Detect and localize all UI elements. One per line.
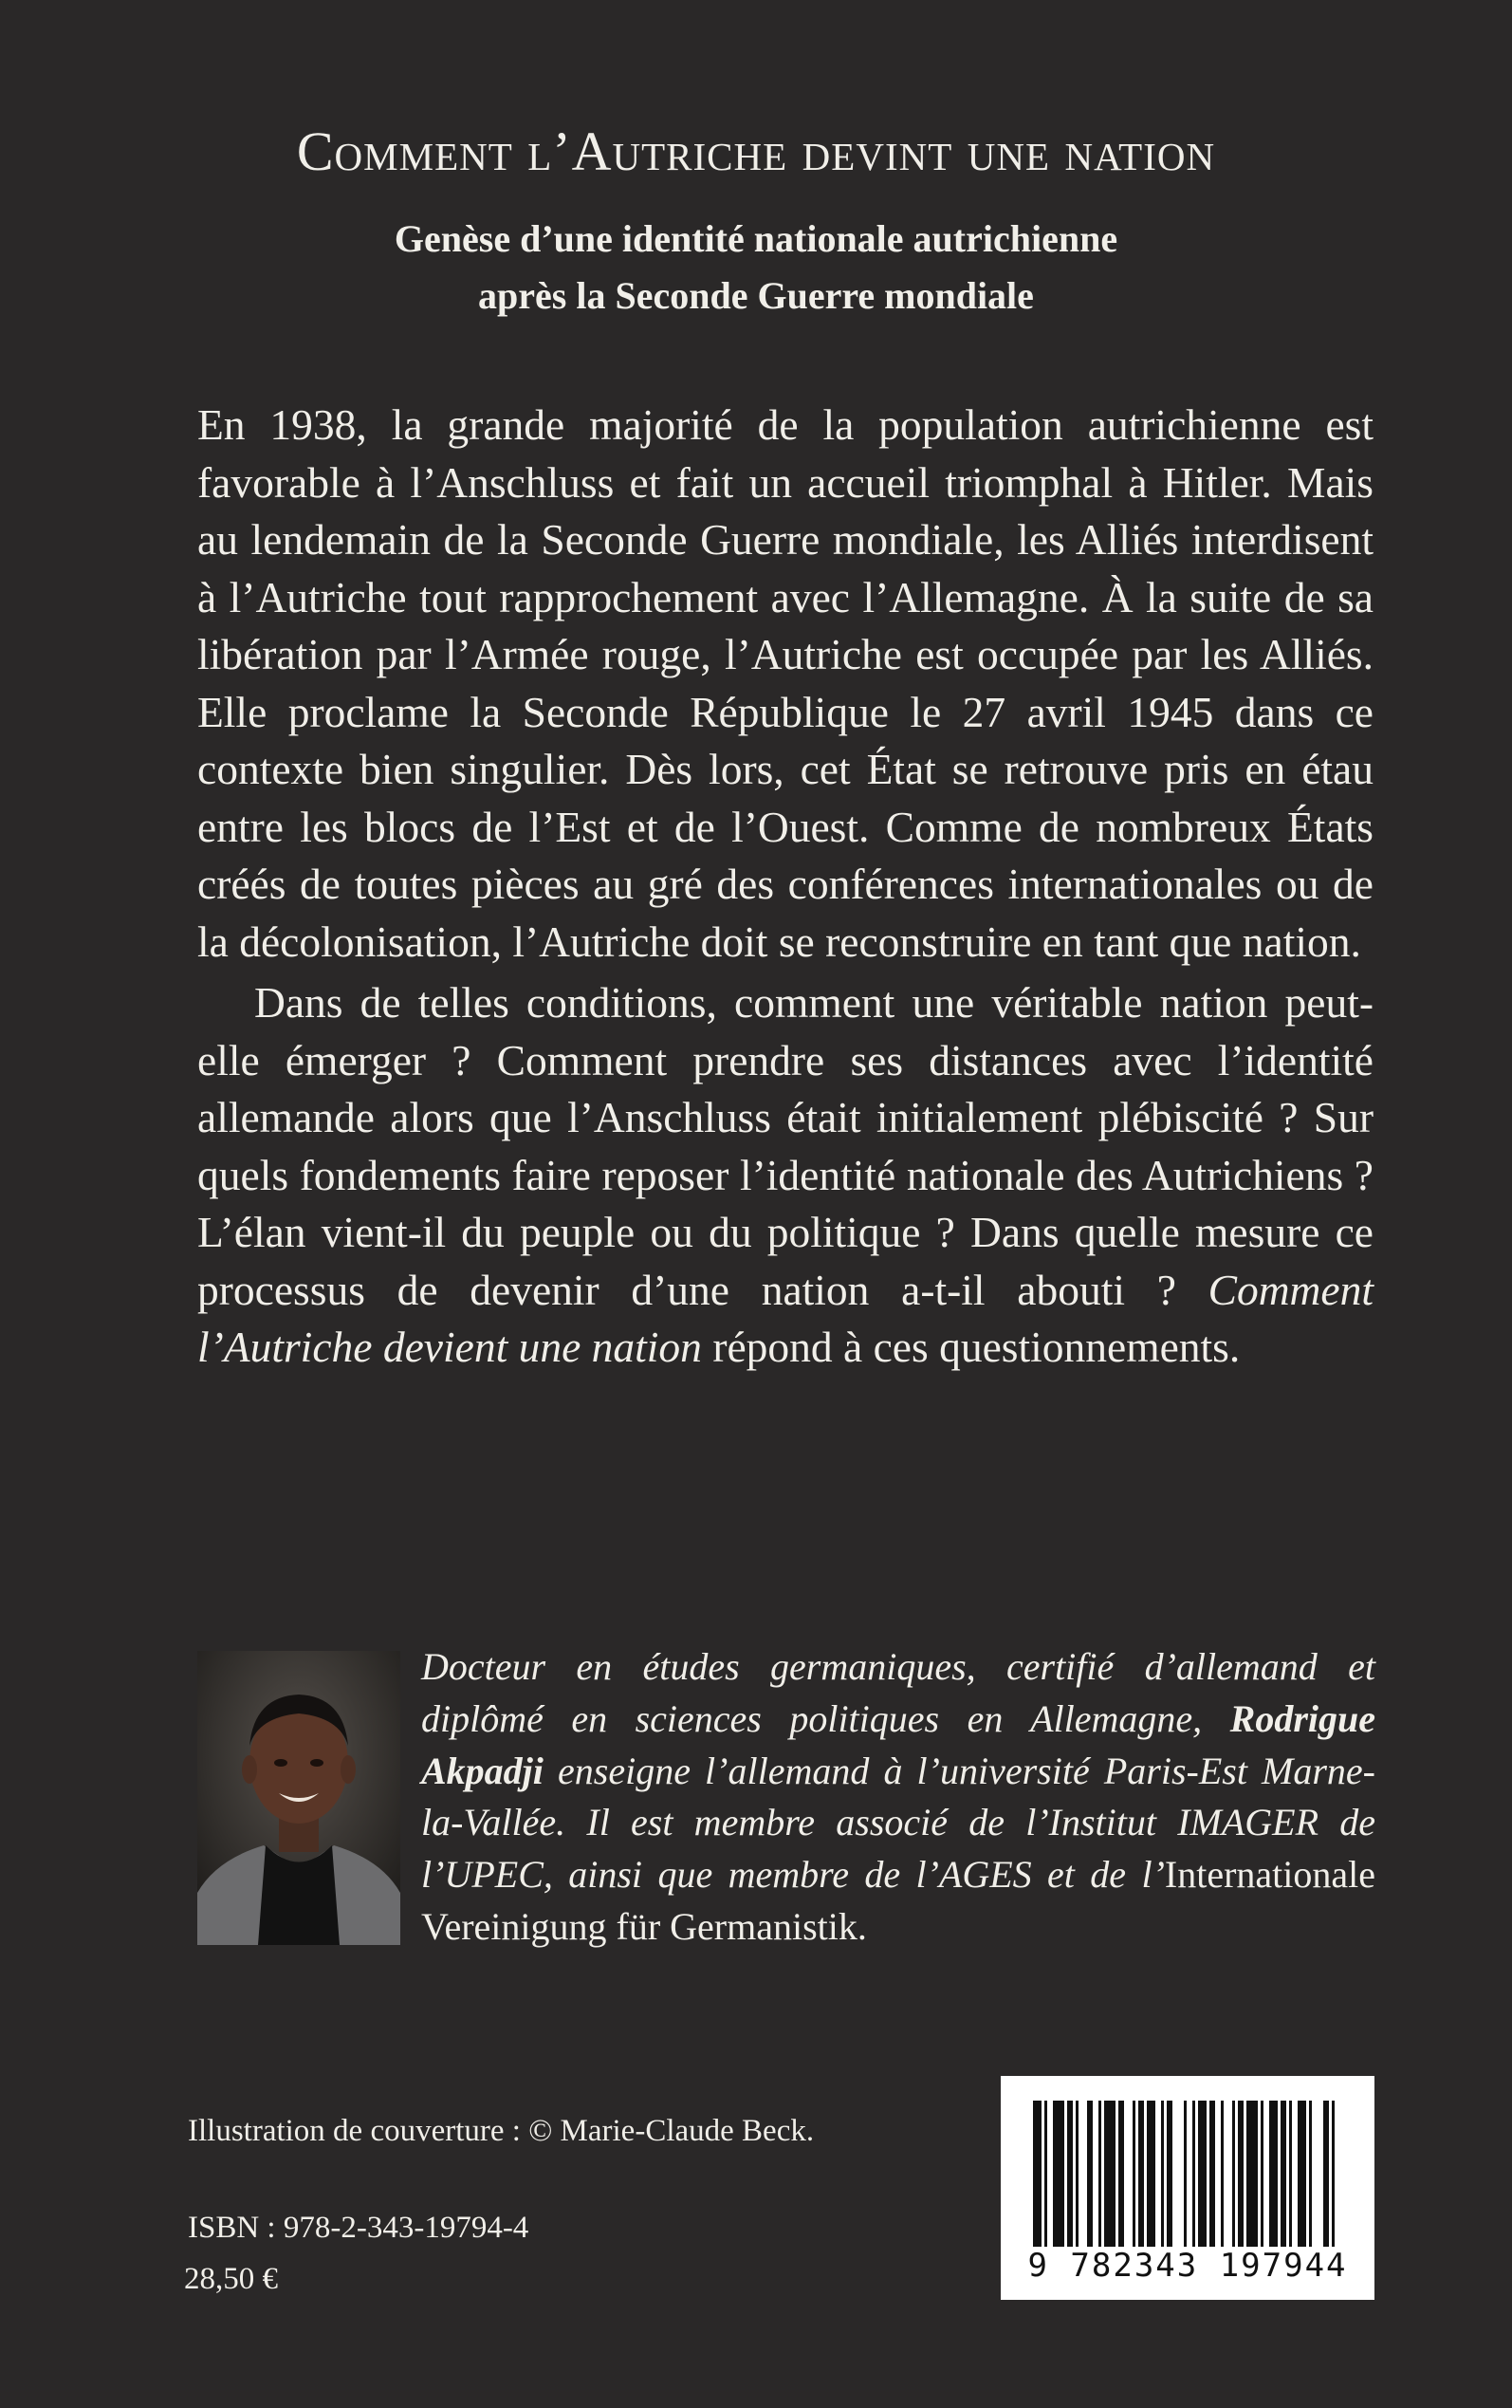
paragraph-2-start: Dans de telles conditions, comment une véritable nation peut-elle émerger ? Comment prendre ses distances avec l’identité allemande alors que l’Anschluss était initialement plébiscité ? Sur quels fondements faire reposer l’identité nationale des Autrichiens ? L’élan vient-il du peuple ou du politique ? Dans quelle mesure ce processus de devenir d’une nation a-t-il abouti ? [197, 978, 1374, 1314]
cover-credit: Illustration de couverture : © Marie-Claude Beck. [188, 2114, 815, 2148]
author-name: Rodrigue Akpadji [421, 1696, 1375, 1792]
author-photo [197, 1651, 400, 1945]
paragraph-2-end: répond à ces questionnements. [701, 1323, 1241, 1371]
italic-book-title: Comment l’Autriche devient une nation [197, 1265, 1374, 1371]
barcode-digits: 9 782343 197944 [1027, 2247, 1348, 2285]
author-bio [421, 1641, 1375, 1954]
summary-text [197, 397, 1374, 1377]
summary-paragraph-2 [197, 974, 1374, 1377]
book-title: Comment l’Autriche devint une nation [296, 120, 1216, 182]
summary-paragraph-1: En 1938, la grande majorité de la population autrichienne est favorable à l’Anschluss et fait un accueil triomphal à Hitler. Mais au lendemain de la Seconde Guerre mondiale, les Alliés interdisent à l’Autriche tout rapprochement avec l’Allemagne. À la suite de sa libération par l’Armée rouge, l’Autriche est occupée par les Alliés. Elle proclame la Seconde République le 27 avril 1945 dans ce contexte bien singulier. Dès lors, cet État se retrouve pris en étau entre les blocs de l’Est et de l’Ouest. Comme de nombreux États créés de toutes pièces au gré des conférences internationales ou de la décolonisation, l’Autriche doit se reconstruire en tant que nation. [197, 400, 1374, 966]
bio-organization: Internationale Vereinigung für Germanistik. [421, 1853, 1375, 1948]
isbn: ISBN : 978-2-343-19794-4 [188, 2211, 529, 2245]
subtitle-line-1: Genèse d’une identité nationale autrichienne [394, 217, 1118, 260]
subtitle-line-2: après la Seconde Guerre mondiale [478, 274, 1034, 317]
author-portrait-illustration [197, 1651, 400, 1945]
bio-part-1: Docteur en études germaniques, certifié d’allemand et diplômé en sciences politiques en Allemagne, [421, 1645, 1375, 1740]
price: 28,50 € [184, 2262, 278, 2296]
book-subtitle [0, 211, 1512, 324]
bio-part-2: enseigne l’allemand à l’université Paris-Est Marne-la-Vallée. Il est membre associé de l’Institut IMAGER de l’UPEC, ainsi que membre de l’AGES et de l’ [421, 1749, 1375, 1897]
